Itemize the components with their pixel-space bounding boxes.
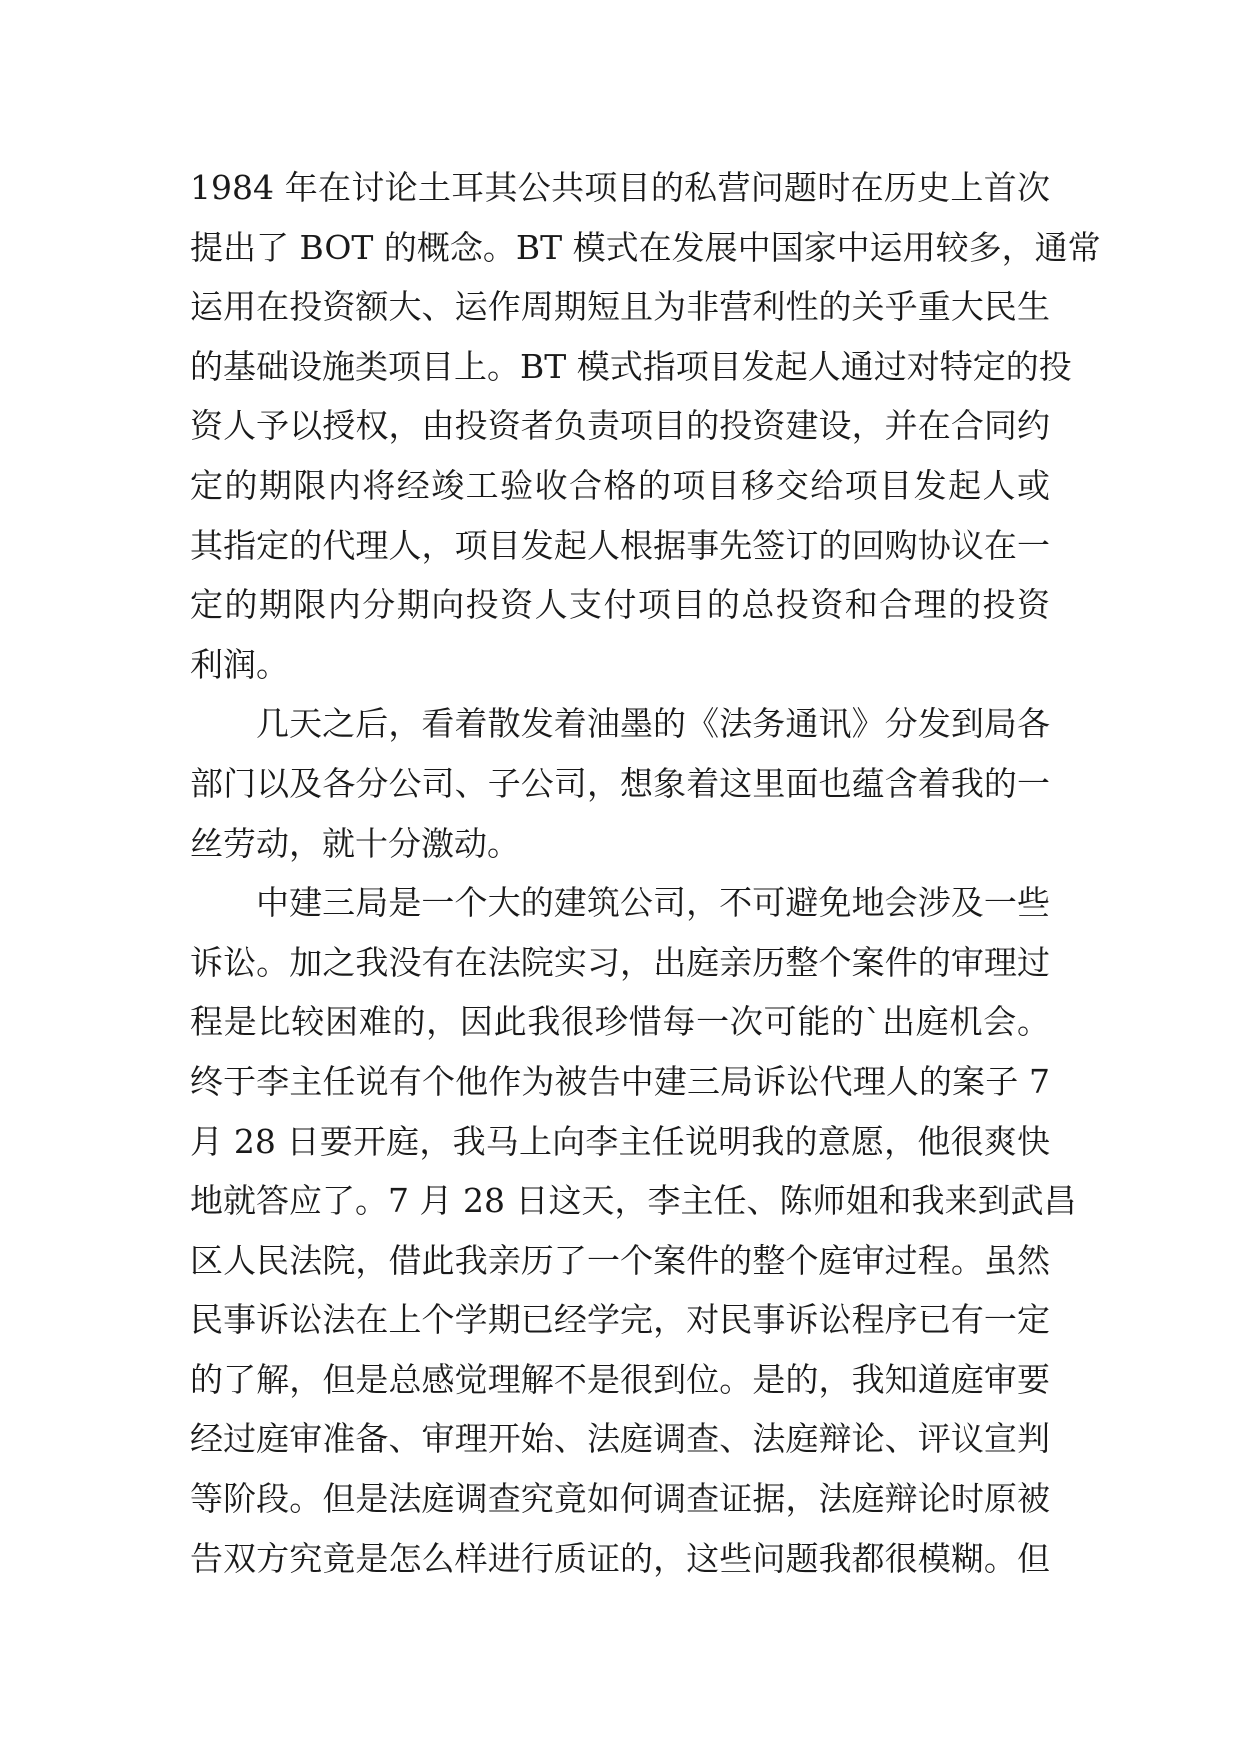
text-line: 定的期限内分期向投资人支付项目的总投资和合理的投资: [190, 585, 1050, 625]
text-line: 的了解，但是总感觉理解不是很到位。是的，我知道庭审要: [190, 1359, 1050, 1399]
text-line: 诉讼。加之我没有在法院实习，出庭亲历整个案件的审理过: [190, 942, 1050, 982]
paragraph-start-line: 中建三局是一个大的建筑公司，不可避免地会涉及一些: [256, 883, 1050, 923]
text-line: 月 28 日要开庭，我马上向李主任说明我的意愿，他很爽快: [190, 1121, 1050, 1161]
text-line: 资人予以授权，由投资者负责项目的投资建设，并在合同约: [190, 406, 1050, 446]
body-text: [190, 158, 1101, 1588]
text-line: 的基础设施类项目上。BT 模式指项目发起人通过对特定的投: [190, 346, 1072, 386]
text-line: 利润。: [190, 644, 289, 684]
text-line: 定的期限内将经竣工验收合格的项目移交给项目发起人或: [190, 465, 1050, 505]
text-line: 民事诉讼法在上个学期已经学完，对民事诉讼程序已有一定: [190, 1300, 1050, 1340]
text-line: 其指定的代理人，项目发起人根据事先签订的回购协议在一: [190, 525, 1050, 565]
text-line: 地就答应了。7 月 28 日这天，李主任、陈师姐和我来到武昌: [190, 1181, 1077, 1221]
text-line: 1984 年在讨论土耳其公共项目的私营问题时在历史上首次: [190, 168, 1050, 207]
paragraph-start-line: 几天之后，看着散发着油墨的《法务通讯》分发到局各: [256, 704, 1050, 744]
text-line: 程是比较困难的，因此我很珍惜每一次可能的`出庭机会。: [190, 1002, 1050, 1042]
text-line: 经过庭审准备、审理开始、法庭调查、法庭辩论、评议宣判: [190, 1419, 1050, 1459]
text-line: 告双方究竟是怎么样进行质证的，这些问题我都很模糊。但: [190, 1538, 1050, 1578]
text-line: 部门以及各分公司、子公司，想象着这里面也蕴含着我的一: [190, 763, 1050, 803]
text-line: 等阶段。但是法庭调查究竟如何调查证据，法庭辩论时原被: [190, 1479, 1050, 1519]
text-line: 丝劳动，就十分激动。: [190, 823, 520, 863]
text-line: 运用在投资额大、运作周期短且为非营利性的关乎重大民生: [190, 287, 1050, 327]
text-line: 提出了 BOT 的概念。BT 模式在发展中国家中运用较多，通常: [190, 227, 1101, 267]
text-line: 终于李主任说有个他作为被告中建三局诉讼代理人的案子 7: [190, 1061, 1050, 1101]
text-line: 区人民法院，借此我亲历了一个案件的整个庭审过程。虽然: [190, 1240, 1050, 1280]
